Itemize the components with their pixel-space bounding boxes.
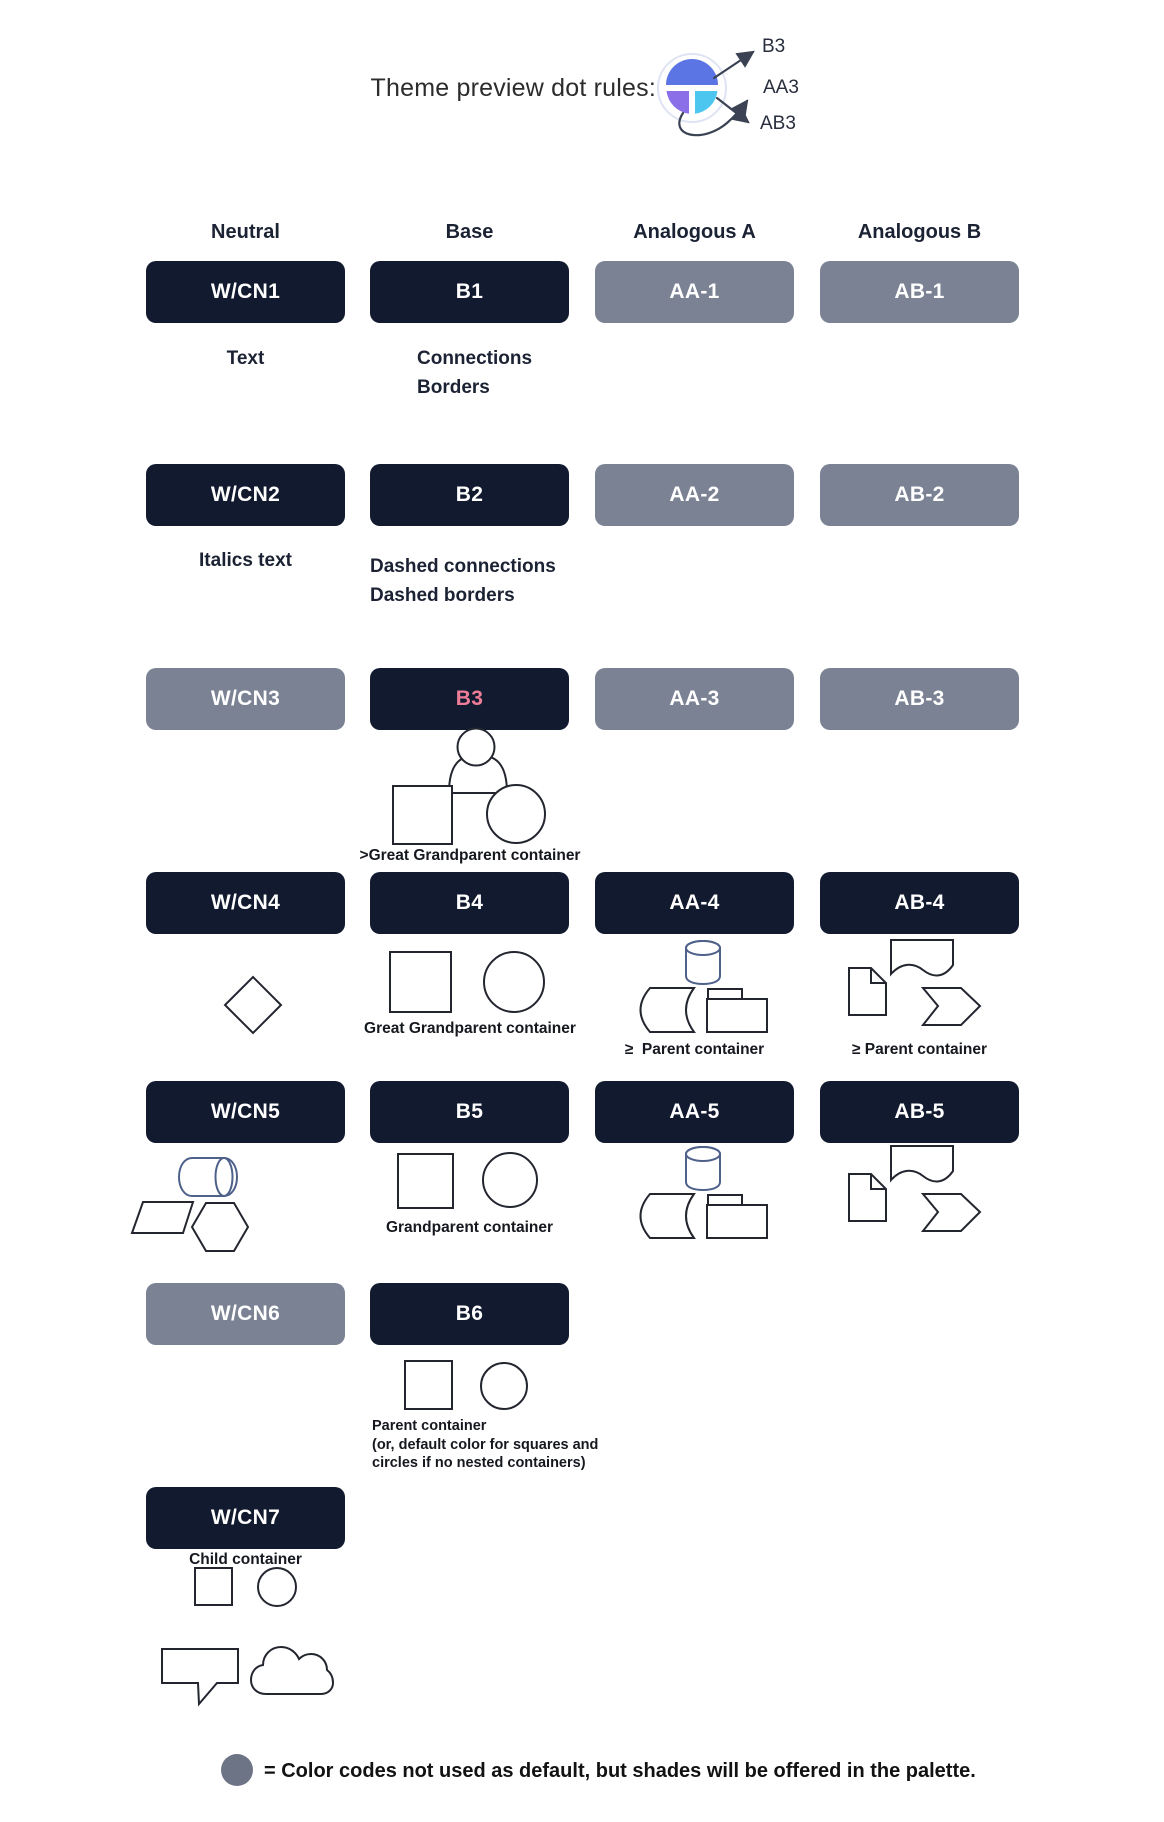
- page-title: Theme preview dot rules:: [370, 74, 656, 102]
- square-icon: [405, 1361, 452, 1409]
- arrow-to-aa3: [679, 101, 747, 135]
- swatch-aa2: AA-2: [595, 464, 794, 526]
- dot-label-aa3: AA3: [763, 77, 799, 98]
- caption-text: Text: [226, 348, 265, 369]
- ab5-shape-cluster: [849, 1146, 980, 1231]
- cylinder-top-icon: [686, 1147, 720, 1161]
- caption-aa4-shapes: ≥ Parent container: [624, 1041, 765, 1058]
- circle-icon: [483, 1153, 537, 1207]
- swatch-wcn5: W/CN5: [146, 1081, 345, 1143]
- cylinder-icon: [686, 941, 720, 984]
- horizontal-cylinder-icon: [179, 1158, 237, 1196]
- wavy-document-icon: [891, 1146, 953, 1181]
- caption-b6-line1: Parent container: [372, 1418, 487, 1434]
- document-icon: [849, 1174, 886, 1221]
- wavy-document-icon: [891, 940, 953, 975]
- b4-shape-cluster: [390, 952, 544, 1012]
- person-head-icon: [458, 729, 495, 766]
- swatch-b3: B3: [370, 668, 569, 730]
- parallelogram-icon: [132, 1202, 193, 1233]
- arrow-to-ab3: [717, 98, 748, 122]
- horizontal-cylinder-cap-icon: [216, 1158, 233, 1196]
- caption-b6: [372, 1417, 598, 1473]
- square-icon: [398, 1154, 453, 1208]
- diamond-icon: [225, 977, 281, 1033]
- document-icon: [849, 968, 886, 1015]
- dot-label-b3: B3: [762, 36, 786, 57]
- folder-tab-icon: [708, 1195, 742, 1208]
- swatch-ab4: AB-4: [820, 872, 1019, 934]
- square-icon: [195, 1568, 232, 1605]
- swatch-b4: B4: [370, 872, 569, 934]
- caption-connections: Connections: [417, 348, 533, 369]
- cylinder-icon: [686, 1147, 720, 1190]
- swatch-aa3: AA-3: [595, 668, 794, 730]
- column-header-analogous-b: Analogous B: [857, 221, 982, 243]
- b3-shape-cluster: [393, 729, 545, 845]
- swatch-ab1: AB-1: [820, 261, 1019, 323]
- caption-dashed-borders: Dashed borders: [370, 585, 515, 606]
- caption-dashed-connections: Dashed connections: [370, 556, 556, 577]
- circle-icon: [484, 952, 544, 1012]
- swatch-wcn6: W/CN6: [146, 1283, 345, 1345]
- swatch-wcn7: W/CN7: [146, 1487, 345, 1549]
- b5-shape-cluster: [398, 1153, 537, 1208]
- caption-b5-shapes: Grandparent container: [385, 1219, 554, 1236]
- ab4-shape-cluster: [849, 940, 980, 1025]
- column-header-neutral: Neutral: [211, 221, 280, 243]
- legend-dot-icon: [221, 1754, 253, 1786]
- document-fold-icon: [871, 968, 886, 983]
- chevron-icon: [923, 988, 980, 1025]
- hexagon-icon: [192, 1203, 248, 1251]
- wcn5-shape-cluster: [132, 1158, 248, 1251]
- folder-icon: [707, 1205, 767, 1238]
- swatch-b5: B5: [370, 1081, 569, 1143]
- circle-icon: [487, 785, 545, 843]
- swatch-ab3: AB-3: [820, 668, 1019, 730]
- arrow-to-b3: [714, 52, 753, 78]
- caption-b3-shapes: >Great Grandparent container: [359, 847, 581, 864]
- dot-label-ab3: AB3: [760, 113, 796, 134]
- b6-shape-cluster: [405, 1361, 527, 1409]
- aa5-shape-cluster: [641, 1147, 768, 1238]
- swatch-wcn3: W/CN3: [146, 668, 345, 730]
- cylinder-top-icon: [686, 941, 720, 955]
- caption-borders: Borders: [417, 377, 490, 398]
- caption-dashed: [370, 552, 556, 610]
- speech-bubble-icon: [162, 1649, 238, 1704]
- swatch-wcn2: W/CN2: [146, 464, 345, 526]
- swatch-aa4: AA-4: [595, 872, 794, 934]
- stored-data-icon: [641, 988, 695, 1032]
- column-header-base: Base: [445, 221, 494, 243]
- cloud-icon: [251, 1647, 333, 1694]
- swatch-wcn1: W/CN1: [146, 261, 345, 323]
- aa4-shape-cluster: [641, 941, 768, 1032]
- caption-b6-line2: (or, default color for squares and: [372, 1436, 599, 1453]
- circle-icon: [481, 1363, 527, 1409]
- theme-preview-dot-icon: [658, 54, 726, 122]
- dot-rule-arrows: [679, 52, 753, 135]
- square-icon: [393, 786, 452, 844]
- legend-text: = Color codes not used as default, but shades will be offered in the palette.: [264, 1760, 976, 1782]
- document-fold-icon: [871, 1174, 886, 1189]
- swatch-b6: B6: [370, 1283, 569, 1345]
- caption-ab4-shapes: ≥ Parent container: [851, 1041, 988, 1058]
- swatch-aa5: AA-5: [595, 1081, 794, 1143]
- column-header-analogous-a: Analogous A: [633, 221, 756, 243]
- square-icon: [390, 952, 451, 1012]
- swatch-aa1: AA-1: [595, 261, 794, 323]
- caption-italics-text: Italics text: [199, 550, 292, 571]
- swatch-b2: B2: [370, 464, 569, 526]
- folder-icon: [707, 999, 767, 1032]
- caption-wcn7: Child container: [189, 1551, 302, 1568]
- swatch-ab5: AB-5: [820, 1081, 1019, 1143]
- person-icon: [449, 755, 507, 793]
- folder-tab-icon: [708, 989, 742, 1002]
- stored-data-icon: [641, 1194, 695, 1238]
- caption-connections-borders: [417, 344, 532, 402]
- caption-b4-shapes: Great Grandparent container: [364, 1020, 576, 1037]
- caption-b6-line3: circles if no nested containers): [372, 1455, 586, 1471]
- chevron-icon: [923, 1194, 980, 1231]
- swatch-b1: B1: [370, 261, 569, 323]
- swatch-wcn4: W/CN4: [146, 872, 345, 934]
- wcn7-shape-cluster: [162, 1568, 333, 1704]
- circle-icon: [258, 1568, 296, 1606]
- swatch-ab2: AB-2: [820, 464, 1019, 526]
